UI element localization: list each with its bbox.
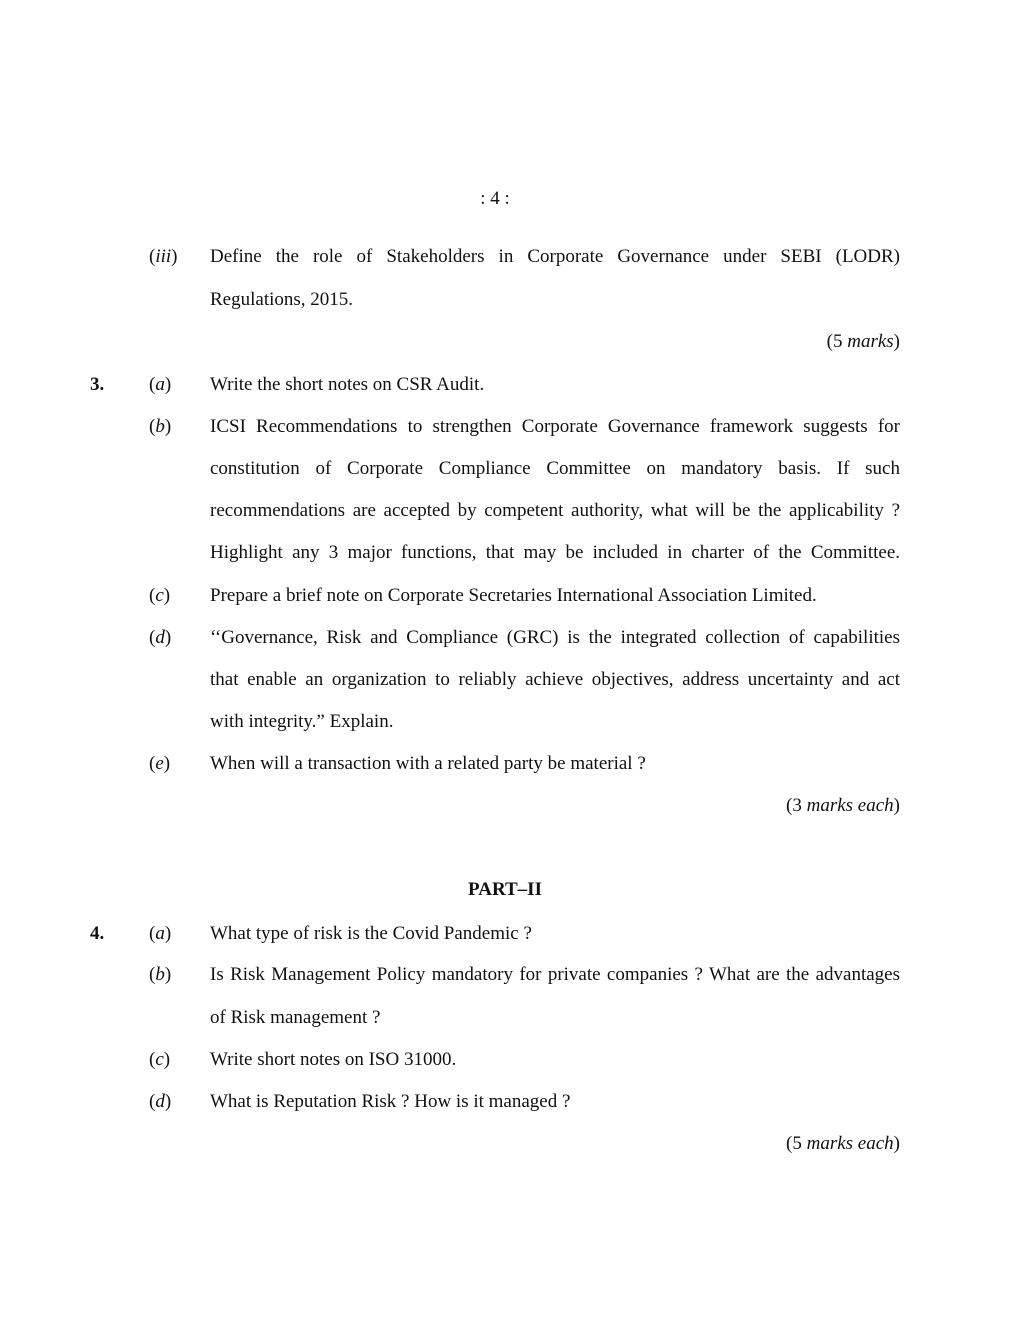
question-3d-line-3 <box>0 710 1020 734</box>
question-text: Prepare a brief note on Corporate Secretaries International Association Limited. <box>210 585 817 606</box>
question-number: 3. <box>90 374 105 395</box>
question-text: Regulations, 2015. <box>210 289 354 310</box>
question-text: Write short notes on ISO 31000. <box>210 1049 457 1070</box>
question-text: When will a transaction with a related party be material ? <box>210 753 646 774</box>
question-text: constitution of Corporate Compliance Committee on mandatory basis. If such <box>210 458 900 479</box>
question-2-iii-line-1 <box>0 245 1020 269</box>
question-3d-line-2 <box>0 668 1020 692</box>
question-4d <box>0 1090 1020 1114</box>
marks-label: (3 marks each) <box>786 795 900 816</box>
subpart-label: (d) <box>149 627 172 648</box>
question-text: ICSI Recommendations to strengthen Corporate Governance framework suggests for <box>210 416 900 437</box>
marks-line <box>0 330 1020 354</box>
question-3b-line-3 <box>0 499 1020 523</box>
subpart-label: (d) <box>149 1091 172 1112</box>
question-text: recommendations are accepted by competent authority, what will be the applicability ? <box>210 500 900 521</box>
question-text: What is Reputation Risk ? How is it managed ? <box>210 1091 571 1112</box>
question-text: Is Risk Management Policy mandatory for private companies ? What are the advantages <box>210 964 900 985</box>
question-3a <box>0 373 1020 397</box>
question-3b-line-2 <box>0 457 1020 481</box>
question-3c <box>0 584 1020 608</box>
marks-label: (5 marks each) <box>786 1133 900 1154</box>
page-number: : 4 : <box>480 188 510 209</box>
question-2-iii-line-2 <box>0 288 1020 312</box>
subpart-label: (c) <box>149 1049 171 1070</box>
question-text: of Risk management ? <box>210 1007 381 1028</box>
question-number: 4. <box>90 923 105 944</box>
subpart-label: (c) <box>149 585 171 606</box>
subpart-label: (a) <box>149 374 172 395</box>
question-text: with integrity.” Explain. <box>210 711 394 732</box>
part-heading-line <box>0 878 1020 902</box>
question-3b-line-1 <box>0 415 1020 439</box>
marks-line <box>0 794 1020 818</box>
question-3b-line-4 <box>0 541 1020 565</box>
question-text: that enable an organization to reliably achieve objectives, address uncertainty and act <box>210 669 900 690</box>
question-text: Write the short notes on CSR Audit. <box>210 374 485 395</box>
subpart-label: (b) <box>149 416 172 437</box>
question-text: Define the role of Stakeholders in Corporate Governance under SEBI (LODR) <box>210 246 900 267</box>
question-4b-line-2 <box>0 1006 1020 1030</box>
question-3e <box>0 752 1020 776</box>
subpart-label: (iii) <box>149 246 178 267</box>
marks-label: (5 marks) <box>826 331 900 352</box>
question-4b-line-1 <box>0 963 1020 987</box>
question-text: What type of risk is the Covid Pandemic ? <box>210 923 532 944</box>
question-4a <box>0 922 1020 946</box>
question-text: ‘‘Governance, Risk and Compliance (GRC) is the integrated collection of capabilities <box>210 627 900 648</box>
subpart-label: (e) <box>149 753 171 774</box>
question-text: Highlight any 3 major functions, that may be included in charter of the Committee. <box>210 542 900 563</box>
subpart-label: (b) <box>149 964 172 985</box>
part-heading: PART–II <box>468 879 542 900</box>
marks-line <box>0 1132 1020 1156</box>
question-4c <box>0 1048 1020 1072</box>
subpart-label: (a) <box>149 923 172 944</box>
question-3d-line-1 <box>0 626 1020 650</box>
